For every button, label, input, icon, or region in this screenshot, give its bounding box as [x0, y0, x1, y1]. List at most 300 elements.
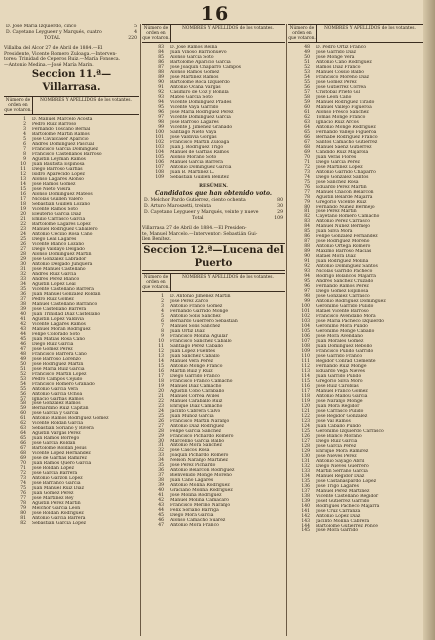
voter-number: 98 [304, 294, 310, 300]
voter-number: 21 [158, 393, 164, 399]
voter-number: 64 [304, 124, 310, 130]
voter-number: 1 [161, 293, 164, 299]
voter-number: 50 [304, 54, 310, 60]
voter-number: 96 [304, 284, 310, 290]
voter-name: Cristóbal Prieto Gil [316, 89, 360, 95]
voter-number: 122 [301, 413, 310, 419]
voter-number: 76 [20, 491, 26, 497]
voter-number: 71 [20, 466, 26, 472]
voter-name: José Garrido Díaz [316, 49, 357, 55]
candidate-line: D. Cayetano Leygueer y Marqués, veinte y nueve 29 [144, 210, 283, 216]
voter-number: 30 [158, 438, 164, 444]
voter-number: 100 [301, 304, 310, 310]
voter-name: Juan Viñoso Barrionuevo [170, 49, 227, 55]
voter-name: Eleuterio García Díaz [32, 212, 82, 218]
voter-number: 145 [301, 528, 310, 534]
voter-name: Félix Soriano Barriga [170, 508, 219, 514]
voter-number: 96 [158, 109, 164, 115]
voter-name: Manuel Morán Rodríguez [32, 326, 91, 332]
voter-name: Bernabé Rodríguez Franco [316, 134, 378, 140]
voter-number: 66 [304, 134, 310, 140]
voter-list [4, 117, 139, 526]
voter-name: Ignacio Garfias Ramos [32, 396, 84, 402]
voter-number: 58 [304, 94, 310, 100]
voter-name: José García Roldan [32, 441, 76, 447]
voter-number: 34 [158, 458, 164, 464]
voter-number: 10 [158, 338, 164, 344]
voter-name: José Carrasco Pulido [316, 408, 364, 414]
voter-name: Sebastián Guillen Lozano [32, 202, 91, 208]
voter-number: 6 [23, 142, 26, 148]
voter-name: José Pérez Zarco [170, 298, 209, 304]
voter-number: 16 [20, 192, 26, 198]
voter-number: 43 [158, 503, 164, 509]
voter-number: 78 [20, 501, 26, 507]
voter-number: 5 [161, 313, 164, 319]
voter-name: José Castañaspardo López [316, 478, 377, 484]
voter-name: José Blanco Morano [316, 433, 362, 439]
voter-name: Antonio Pérez Carrasco [316, 219, 370, 225]
voter-name: Diego Valdayo Delgado [32, 246, 85, 252]
voter-number: 48 [20, 351, 26, 357]
voter-number: 92 [158, 89, 164, 95]
voter-number: 74 [20, 481, 26, 487]
voter-name: Manuel Rodríguez Caballero [32, 227, 98, 233]
closing-text: Villalba del Alcor 27 de Abril de 1884.—El Presidente, Vicente Romero Zuloaga.—Interven- tores: Trinidad de Ceperos Ruiz.—María Fonseca. —Antonio Medina.—José María Marín. [4, 46, 121, 68]
voter-name: Juan Cano Lagares [170, 478, 214, 484]
voter-number: 71 [304, 159, 310, 165]
voter-name: Alonso Domínguez Martín [32, 251, 92, 257]
voter-name: Maximo Barroso Macías [316, 249, 372, 255]
table-header: Número de orden en que votaron. NOMBRES Y APELLIDOS de los votantes. [142, 24, 285, 43]
voter-name: Antonio Delgado Junquera [32, 261, 93, 267]
voter-name: Agustín López Leal [32, 281, 76, 287]
voter-name: Andrés Sanchez Cruzado [316, 279, 374, 285]
voter-number: 125 [301, 428, 310, 434]
voter-number: 135 [301, 478, 310, 484]
voter-number: 33 [158, 453, 164, 459]
voter-name: Martín Ruiz y Ruiz [170, 368, 213, 374]
voter-name: Regidor Conrad Clemente [316, 359, 376, 364]
voter-name: Isidro Aparecido López [32, 172, 85, 178]
voter-name: Vicente Roldan García [32, 421, 84, 427]
voter-number: 100 [155, 129, 164, 135]
voter-name: José Monge Vera [316, 54, 355, 60]
voter-number: 21 [20, 217, 26, 223]
voter-number: 84 [158, 49, 164, 55]
candidatos-title: Candidatos que han obtenido voto. [155, 190, 272, 198]
voter-number: 59 [20, 406, 26, 412]
voter-number: 140 [301, 503, 310, 509]
candidate-line: D. Arturo Maroszetti, treinta 30 [144, 204, 283, 210]
voter-number: 37 [158, 473, 164, 479]
voter-name: Francisco Molina Aguilar [170, 333, 228, 339]
voter-name: Francisco Castellanos Barroso [32, 152, 102, 158]
voter-number: 19 [20, 207, 26, 213]
voter-number: 112 [301, 364, 310, 369]
voter-number: 17 [158, 373, 164, 379]
voter-number: 8 [161, 328, 164, 334]
voter-number: 34 [20, 281, 26, 287]
voter-name: Fernando Toscano Bernal [32, 127, 91, 133]
voter-name: Alonso Fresco Sanchez [316, 109, 369, 115]
voter-number: 102 [155, 139, 164, 145]
voter-number: 120 [301, 403, 310, 409]
voter-name: Vicente López Hernandez [32, 451, 91, 457]
voter-number: 60 [304, 104, 310, 110]
voter-name: Gerónimo Monge Caballo [316, 329, 375, 335]
voter-name: Francisco Martín Zuloaga [170, 139, 230, 145]
voter-name: Antonio Cecilio Rosa Cano [32, 232, 93, 237]
voter-number: 4 [23, 132, 26, 138]
voter-name: José Trigo Lagares [316, 483, 359, 489]
section-title: Seccion 12.ª—Lucena del Puerto [143, 244, 284, 269]
voter-row [288, 528, 423, 533]
voter-number: 82 [304, 214, 310, 220]
voter-name: José Cavalcaser Aparicio [32, 137, 89, 143]
voter-number: 14 [158, 358, 164, 364]
voter-number: 56 [20, 391, 26, 397]
voter-name: Agustín Pérez Martín [32, 501, 81, 507]
voter-name: José Martínez López [316, 164, 363, 170]
voter-name: José Gonzalez Carrasco [316, 294, 370, 300]
voter-number: 129 [301, 448, 310, 454]
voter-number: 94 [158, 99, 164, 105]
voter-number: 57 [20, 396, 26, 402]
voter-name: Diego Gonzalez Santos [316, 174, 369, 180]
voter-name: Antonio Garrido Chaparro [316, 169, 376, 175]
voter-name: Eduardo Pérez Martín [316, 184, 367, 190]
voter-number: 90 [304, 254, 310, 260]
voter-name: Nicolás Garrido Pacheco [316, 269, 373, 275]
voter-name: Felipe García Sanchez [170, 428, 222, 434]
voter-number: 73 [304, 169, 310, 175]
voter-number: 70 [20, 461, 26, 467]
voter-name: José Gómez Pérez [32, 346, 73, 352]
voter-name: Diego Gómez Espinosa [316, 289, 369, 295]
voter-number: 9 [161, 333, 164, 339]
voter-number: 18 [20, 202, 26, 208]
voter-number: 68 [20, 451, 26, 457]
voter-number: 46 [20, 341, 26, 347]
voter-name: Gerónimo Mora Pulido [316, 324, 368, 330]
voter-name: José Roldan Rodríguez [32, 511, 84, 517]
voter-name: Manuel Cossío Balbo [316, 69, 364, 75]
voter-number: 43 [20, 326, 26, 332]
voter-name: Antonio Ortega Romero [316, 244, 371, 250]
voter-name: Andrés Pérez Blanco [32, 276, 80, 282]
voter-number: 105 [301, 329, 310, 335]
voter-name: Vicente Ramos Soto [32, 207, 78, 213]
voter-name: José García Barrera [32, 471, 78, 477]
voter-number: 12 [20, 172, 26, 178]
voter-number: 67 [20, 446, 26, 452]
voter-number: 49 [304, 49, 310, 55]
voter-number: 65 [304, 129, 310, 135]
voter-number: 73 [20, 476, 26, 482]
voter-number: 44 [158, 508, 164, 514]
voter-name: Bartolomé Roldan Jesús [32, 446, 87, 452]
voter-name: Francisco Franco Camacho [170, 378, 233, 384]
voter-number: 5 [23, 137, 26, 143]
voter-name: Fernando Ruiz Monge [316, 364, 367, 369]
voter-name: Antonio Cano Rodríguez [316, 59, 372, 65]
voter-name: Antonio Ramos Rodríguez Gómez [32, 416, 109, 422]
voter-number: 114 [301, 373, 310, 379]
voter-name: Manuel Franco Gómez [316, 388, 368, 394]
voter-number: 38 [20, 301, 26, 307]
voter-number: 90 [158, 79, 164, 85]
voter-row [142, 523, 285, 528]
voter-name: Agustín Cobo Caraballo [170, 388, 225, 394]
voter-number: 101 [301, 309, 310, 315]
voter-number: 51 [304, 59, 310, 65]
voter-name: Diego Garrido Franco [170, 373, 220, 379]
voter-name: Graciano Molina Rodríguez [170, 488, 233, 494]
voter-number: 107 [301, 339, 310, 345]
voter-name: Manuel de Garfias Ramos [170, 149, 229, 155]
voter-name: Tomás Monge Franco [316, 114, 366, 120]
voter-number: 29 [158, 433, 164, 439]
voter-number: 141 [301, 508, 310, 514]
voter-name: Alonso García Soto [170, 54, 214, 60]
voter-name: Bartolomé Martín Ramos [32, 132, 90, 138]
voter-name: Juan Sanchez Caballo [170, 353, 220, 359]
voter-number: 12 [158, 348, 164, 354]
voter-name: José Mora Avendaño [316, 334, 363, 340]
voter-number: 117 [301, 388, 310, 394]
voter-number: 24 [20, 232, 26, 238]
voter-number: 128 [301, 443, 310, 449]
voter-number: 31 [158, 443, 164, 449]
voter-number: 14 [20, 182, 26, 188]
voter-name: José Rodríguez Moreno [316, 239, 370, 245]
voter-name: José Joaquín Chaparro Campos [170, 64, 241, 70]
voter-name: Manuel García Barrera [170, 159, 223, 165]
voter-number: 63 [304, 119, 310, 125]
voter-name: José Regidor Gonzalez [316, 413, 368, 419]
voter-number: 91 [304, 259, 310, 265]
voter-name: Manuel Correa Avilés [170, 393, 220, 399]
voter-number: 35 [158, 463, 164, 469]
voter-number: 104 [301, 324, 310, 330]
voter-number: 40 [158, 488, 164, 494]
voter-number: 23 [158, 403, 164, 409]
voter-name: José Manuel Castellano [32, 266, 86, 272]
voter-number: 25 [20, 237, 26, 242]
voter-number: 80 [20, 511, 26, 517]
voter-number: 93 [158, 94, 164, 100]
voter-name: Manuel Díaz Camacho [170, 383, 222, 389]
voter-name: Rafael Vicente Barroso [316, 309, 369, 315]
voter-number: 59 [304, 99, 310, 105]
voter-name: José Valdivia Gorgas [170, 134, 217, 140]
voter-number: 2 [161, 298, 164, 304]
voter-name: José Ramos Gómez [32, 182, 76, 188]
voter-name: Vicente J. Jiménez Granado [170, 124, 233, 130]
voter-number: 19 [158, 383, 164, 389]
voter-name: Manuel Regidor Díaz [316, 473, 365, 479]
voter-name: Diego Ruiz García [316, 438, 358, 444]
voter-name: Alonso Domínguez Mateos [32, 192, 93, 198]
column-2 [142, 24, 285, 636]
voter-number: 87 [304, 239, 310, 245]
voter-number: 85 [304, 229, 310, 235]
voter-name: Mateo García Soto [170, 94, 213, 100]
voter-name: Jacinto Cabrera Calvo [170, 408, 221, 414]
voter-number: 7 [161, 323, 164, 329]
voter-name: Cayetano Romero Camacho [316, 214, 380, 220]
voter-number: 17 [20, 197, 26, 203]
voter-name: José Martínez Rey [32, 496, 74, 502]
voter-number: 29 [20, 256, 26, 262]
voter-name: Rodrigues Pacheco Majarra [316, 503, 380, 509]
voter-name: Diego Ruiz García [32, 341, 74, 347]
voter-number: 104 [155, 149, 164, 155]
table-header: Número de orden en que votaron. NOMBRES Y APELLIDOS de los votantes. [4, 96, 139, 115]
voter-number: 36 [20, 291, 26, 297]
voter-name: Agustín Vargas Pérez [32, 431, 81, 437]
voter-name: José María Rodríguez Pérez [170, 109, 234, 115]
column-divider [140, 24, 141, 636]
voter-number: 110 [301, 354, 310, 360]
voter-name: Antonio Franco Gómez [170, 303, 223, 309]
voter-name: Antonio García Ochoa [32, 391, 83, 397]
voter-number: 123 [301, 418, 310, 424]
voter-number: 47 [20, 346, 26, 352]
voter-number: 101 [155, 134, 164, 140]
voter-name: Diego Leal Lagares [32, 237, 77, 242]
voter-name: Antonio Rodríguez Domínguez [316, 299, 386, 305]
voter-name: José Rodríguez Martín [32, 361, 84, 367]
voter-number: 1 [23, 117, 26, 123]
voter-name: José de Garfias Ramírez [32, 456, 87, 462]
voter-number: 81 [20, 516, 26, 522]
voter-name: Bienvenido Monge Moreno [170, 473, 232, 479]
voter-name: Eduardo Vega Nieves [316, 368, 365, 374]
voter-name: José María Pacheco Izquierdo [316, 319, 384, 325]
voter-name: Vicente Lagares Ramos [32, 321, 86, 327]
voter-number: 89 [158, 74, 164, 80]
voter-name: Antonio Belarcon Rodríguez [170, 468, 235, 474]
voter-number: 52 [304, 64, 310, 70]
voter-number: 62 [20, 421, 26, 427]
voter-name: Vicente Castellano Barrera [32, 286, 94, 292]
voter-number: 77 [304, 189, 310, 195]
voter-name: Juan Gómez Pérez [32, 491, 74, 497]
voter-name: Casimiro de Coz y Bonilla [170, 89, 229, 95]
voter-name: Emilio Carrasco García [32, 217, 86, 223]
voter-number: 95 [158, 104, 164, 110]
voter-name: Francisco Martín Naranjo [170, 418, 230, 424]
voter-number: 65 [20, 436, 26, 442]
voter-number: 68 [304, 144, 310, 150]
voter-number: 115 [301, 378, 310, 384]
voter-name: Manuel Sáenz Gutierrez [316, 144, 372, 150]
voter-name: Juan Trinidad Díaz Castellano [32, 311, 101, 317]
voter-name: Gregorio Silva Moro [316, 378, 363, 384]
voter-name: Juan Caballo Pulido [316, 423, 361, 429]
voter-number: 69 [304, 149, 310, 155]
voter-number: 15 [158, 363, 164, 369]
voter-number: 44 [20, 331, 26, 337]
voter-name: D. Manuel Marcelo Acosta [32, 117, 93, 123]
section-title: Seccion 11.ª—Villarrasa. [31, 69, 112, 94]
voter-name: Juan Manuel Gonzalez Roldan [32, 291, 101, 297]
voter-name: Enrique Díaz Camacho [170, 403, 223, 409]
voter-name: José Barroso Lorenzo [32, 356, 81, 362]
voter-name: José Roldan López [32, 466, 74, 472]
voter-name: Melchor García León [32, 506, 81, 512]
total-line: Total 109 [192, 216, 283, 222]
voter-number: 111 [301, 359, 310, 365]
voter-number: 55 [20, 386, 26, 392]
voter-name: Manuel Caraballo Ruiz [170, 398, 223, 404]
voter-name: Sebastián García López [32, 521, 86, 527]
voter-name: Fernando Núñez Bermejo [316, 204, 375, 210]
voter-name: Juan Rodríguez Molina [316, 259, 369, 265]
voter-number: 103 [301, 319, 310, 325]
voter-number: 52 [20, 371, 26, 377]
voter-number: 132 [301, 463, 310, 469]
voter-number: 32 [158, 448, 164, 454]
voter-number: 74 [304, 174, 310, 180]
voter-name: Marcelino García Balbo [170, 438, 225, 444]
voter-name: Manuel Chacon Belarcon [316, 189, 374, 195]
voter-name: Antonio García Barrera [32, 516, 86, 522]
voter-name: José García Pérez [316, 443, 357, 449]
voter-name: Gerónimo Garrido Pulido [316, 304, 374, 310]
voter-name: Juan Garrido Pulido [316, 373, 362, 379]
voter-name: Vicente Domínguez Prades [170, 99, 232, 105]
voter-number: 106 [301, 334, 310, 340]
voter-number: 136 [301, 483, 310, 489]
voter-name: Francisco Avendaño Mora [316, 314, 376, 320]
voter-number: 133 [301, 468, 310, 474]
voter-name: Bartolomé Lagares López [32, 222, 91, 228]
voter-number: 81 [304, 209, 310, 215]
voter-number: 10 [20, 162, 26, 168]
voter-number: 58 [20, 401, 26, 407]
voter-number: 9 [23, 157, 26, 163]
voter-number: 80 [304, 204, 310, 210]
voter-name: Manuel Rodríguez Tirado [316, 99, 375, 105]
voter-number: 93 [304, 269, 310, 275]
voter-number: 8 [23, 152, 26, 158]
voter-name: Nelson Naranjo Martínez [170, 458, 228, 464]
voter-number: 103 [155, 144, 164, 150]
voter-number: 67 [304, 139, 310, 145]
voter-number: 39 [158, 483, 164, 489]
voter-name: D. Pedro Ortiz Franco [316, 45, 366, 50]
voter-name: Manuel Solís Sanchez [170, 323, 221, 329]
voter-name: Andrés Ruiz García [32, 271, 77, 277]
voter-name: Juan Silva Mora [316, 229, 353, 235]
voter-number: 26 [20, 241, 26, 247]
voter-number: 109 [301, 349, 310, 355]
voter-name: Manuel Vallejo Figueroa [316, 104, 372, 110]
voter-name: José Gonzalez Labrador [32, 256, 87, 262]
voter-name: Josef Gutierrez Garrido [316, 498, 370, 504]
voter-number: 55 [304, 79, 310, 85]
voter-name: Antonio Domínguez García [170, 164, 232, 170]
voter-number: 109 [155, 174, 164, 180]
voter-number: 39 [20, 306, 26, 312]
voter-number: 138 [301, 493, 310, 499]
voter-name: José Naranjo Monge [316, 398, 363, 404]
voter-name: Diego Mora García [170, 513, 214, 519]
voter-name: Vicente Vaya Garrido [170, 104, 219, 110]
